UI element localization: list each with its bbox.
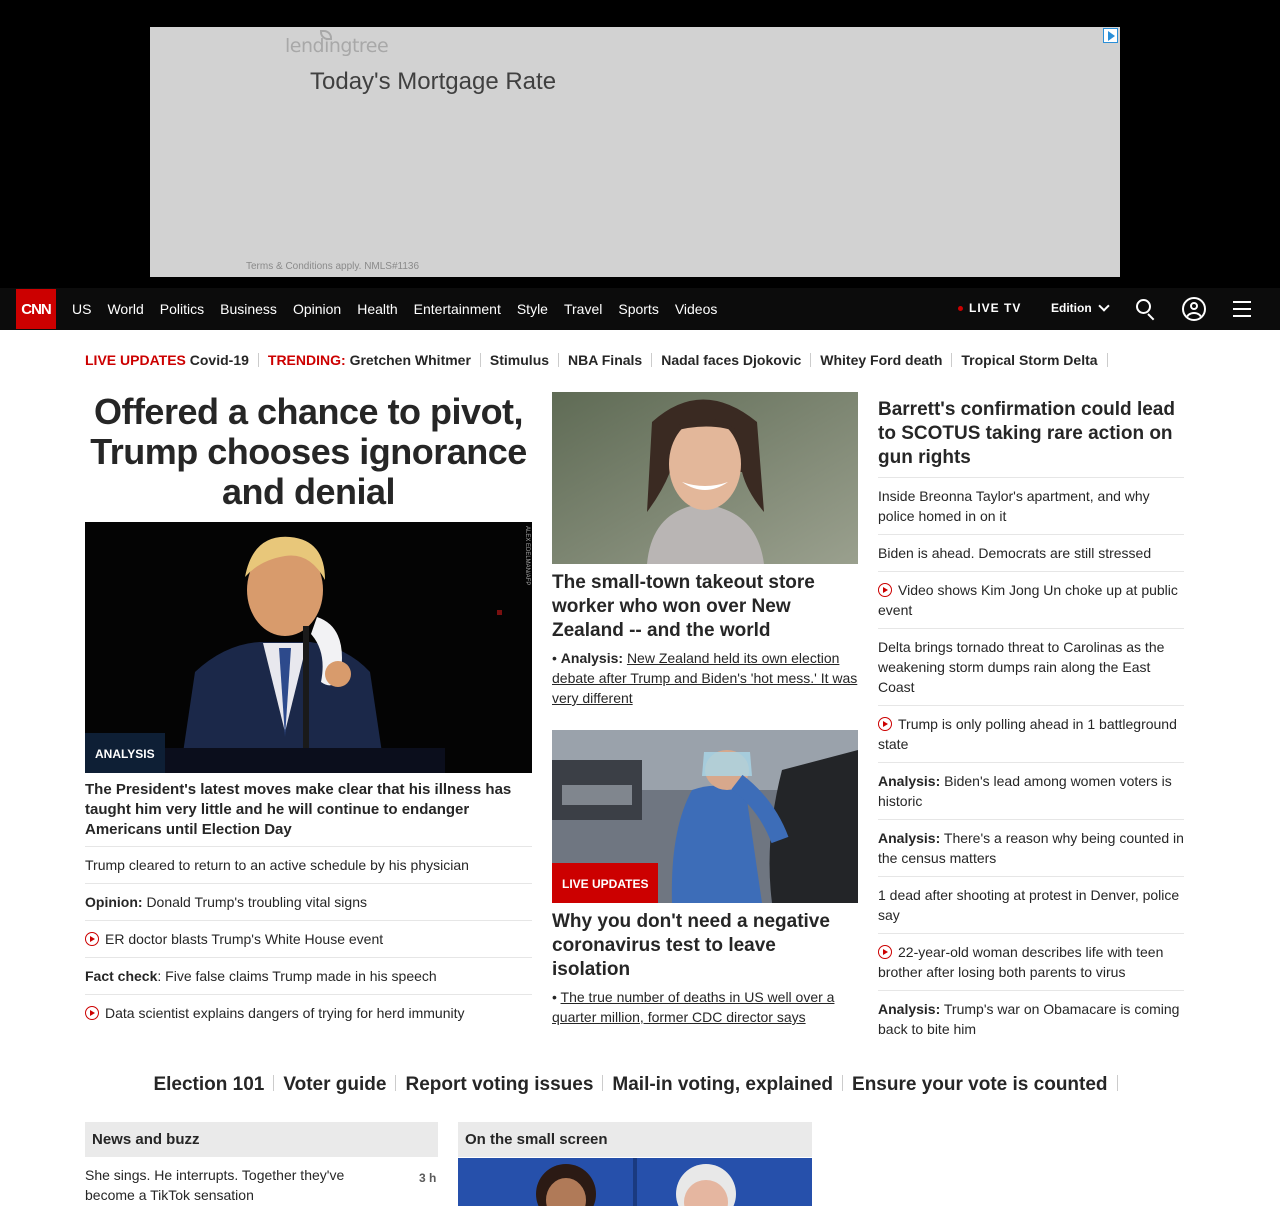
play-video-icon bbox=[878, 717, 892, 731]
right-headline[interactable]: Barrett's confirmation could lead to SCOTUS taking rare action on gun rights bbox=[878, 399, 1175, 468]
nav-links bbox=[72, 288, 717, 330]
trend-item[interactable]: NBA Finals bbox=[568, 352, 643, 368]
play-video-icon bbox=[878, 583, 892, 597]
nav-link-us[interactable]: US bbox=[72, 301, 92, 317]
edition-dropdown[interactable] bbox=[1051, 301, 1108, 315]
chevron-down-icon bbox=[1098, 300, 1109, 311]
divider bbox=[480, 353, 481, 367]
trending-bar bbox=[85, 350, 1117, 370]
ardern-photo[interactable] bbox=[552, 392, 858, 564]
news-buzz-header: News and buzz bbox=[85, 1122, 438, 1157]
ad-terms: Terms & Conditions apply. NMLS#1136 bbox=[246, 261, 420, 272]
nav-link-sports[interactable]: Sports bbox=[618, 301, 659, 317]
divider bbox=[395, 1075, 396, 1091]
list-item[interactable]: Trump is only polling ahead in 1 battleground state bbox=[878, 705, 1184, 762]
card1-sub[interactable]: • Analysis: New Zealand held its own election debate after Trump and Biden's 'hot mess.' It was very different bbox=[552, 650, 858, 706]
user-account-icon[interactable] bbox=[1182, 297, 1206, 321]
timestamp: 3 h bbox=[419, 1171, 437, 1185]
cnn-logo[interactable]: CNN bbox=[16, 289, 56, 329]
debate-photo bbox=[458, 1158, 812, 1206]
mortgage-ad[interactable] bbox=[150, 27, 1120, 277]
list-item[interactable]: Analysis: Trump's war on Obamacare is coming back to bite him bbox=[878, 990, 1184, 1047]
nav-link-health[interactable]: Health bbox=[357, 301, 398, 317]
covid-testing-photo[interactable] bbox=[552, 730, 858, 903]
trend-item[interactable]: Tropical Storm Delta bbox=[961, 352, 1098, 368]
live-tv-button[interactable] bbox=[958, 301, 1021, 315]
list-item[interactable]: ER doctor blasts Trump's White House event bbox=[85, 920, 532, 957]
live-tv-label: LIVE TV bbox=[969, 301, 1022, 315]
nav-link-style[interactable]: Style bbox=[516, 301, 548, 317]
nav-link-entertainment[interactable]: Entertainment bbox=[413, 301, 501, 317]
ad-brand-logo: lendingtree bbox=[285, 35, 389, 57]
list-item[interactable]: 1 dead after shooting at protest in Denver, police say bbox=[878, 876, 1184, 933]
play-video-icon bbox=[878, 945, 892, 959]
lead-related-list bbox=[85, 846, 532, 1031]
list-item[interactable]: Inside Breonna Taylor's apartment, and why police homed in on it bbox=[878, 477, 1184, 534]
list-item[interactable]: Trump cleared to return to an active schedule by his physician bbox=[85, 846, 532, 883]
divider bbox=[558, 353, 559, 367]
list-item[interactable]: She sings. He interrupts. Together they've become a TikTok sensation bbox=[85, 1167, 345, 1203]
list-item[interactable]: Biden is ahead. Democrats are still stressed bbox=[878, 534, 1184, 571]
divider bbox=[951, 353, 952, 367]
portrait-photo bbox=[552, 392, 858, 564]
main-nav bbox=[0, 288, 1280, 330]
list-item[interactable]: 22-year-old woman describes life with teen brother after losing both parents to virus bbox=[878, 933, 1184, 990]
edition-label: Edition bbox=[1051, 301, 1092, 315]
nav-link-travel[interactable]: Travel bbox=[563, 301, 603, 317]
ad-zone bbox=[0, 0, 1280, 288]
trend-covid[interactable]: Covid-19 bbox=[189, 352, 249, 368]
list-item[interactable]: Opinion: Donald Trump's troubling vital signs bbox=[85, 883, 532, 920]
play-video-icon bbox=[85, 1006, 99, 1020]
small-screen-header: On the small screen bbox=[458, 1122, 812, 1157]
divider bbox=[273, 1075, 274, 1091]
trend-item[interactable]: Whitey Ford death bbox=[820, 352, 943, 368]
election-link[interactable]: Report voting issues bbox=[405, 1074, 594, 1095]
election-link[interactable]: Ensure your vote is counted bbox=[852, 1074, 1108, 1095]
card2-title[interactable]: Why you don't need a negative coronavirus test to leave isolation bbox=[552, 911, 830, 980]
ad-headline[interactable]: Today's Mortgage Rate bbox=[310, 68, 557, 95]
trend-item[interactable]: Stimulus bbox=[489, 352, 550, 368]
live-dot-icon bbox=[958, 306, 963, 311]
small-screen-photo[interactable] bbox=[458, 1158, 812, 1206]
election-bar bbox=[0, 1074, 1280, 1096]
live-updates-tag: LIVE UPDATES bbox=[552, 863, 658, 903]
play-video-icon bbox=[85, 932, 99, 946]
nav-link-business[interactable]: Business bbox=[220, 301, 277, 317]
analysis-tag: ANALYSIS bbox=[85, 733, 165, 773]
search-icon[interactable] bbox=[1136, 299, 1156, 319]
election-link[interactable]: Voter guide bbox=[283, 1074, 387, 1095]
divider bbox=[258, 353, 259, 367]
list-item[interactable]: Data scientist explains dangers of trying for herd immunity bbox=[85, 994, 532, 1031]
divider bbox=[810, 353, 811, 367]
list-item[interactable]: Video shows Kim Jong Un choke up at public event bbox=[878, 571, 1184, 628]
trend-item[interactable]: Nadal faces Djokovic bbox=[661, 352, 802, 368]
nav-link-world[interactable]: World bbox=[107, 301, 144, 317]
live-updates-label[interactable]: LIVE UPDATES bbox=[85, 352, 186, 368]
adchoices-icon[interactable] bbox=[1103, 28, 1118, 43]
nav-link-videos[interactable]: Videos bbox=[674, 301, 718, 317]
lead-photo[interactable] bbox=[85, 522, 532, 773]
divider bbox=[1107, 353, 1108, 367]
right-list bbox=[878, 477, 1184, 1047]
trending-label: TRENDING: bbox=[267, 352, 346, 368]
list-item[interactable]: Analysis: There's a reason why being counted in the census matters bbox=[878, 819, 1184, 876]
divider bbox=[842, 1075, 843, 1091]
card1-title[interactable]: The small-town takeout store worker who won over New Zealand -- and the world bbox=[552, 572, 815, 641]
nav-link-opinion[interactable]: Opinion bbox=[292, 301, 342, 317]
lead-caption[interactable]: The President's latest moves make clear that his illness has taught him very little and he will continue to endanger Americans until Election Day bbox=[85, 781, 512, 838]
election-link[interactable]: Election 101 bbox=[153, 1074, 265, 1095]
card2-sub[interactable]: • The true number of deaths in US well over a quarter million, former CDC director says bbox=[552, 989, 835, 1025]
hamburger-menu-icon[interactable] bbox=[1233, 301, 1251, 317]
list-item[interactable]: Fact check: Five false claims Trump made in his speech bbox=[85, 957, 532, 994]
divider bbox=[651, 353, 652, 367]
divider bbox=[1117, 1075, 1118, 1091]
election-link[interactable]: Mail-in voting, explained bbox=[612, 1074, 834, 1095]
nav-link-politics[interactable]: Politics bbox=[159, 301, 205, 317]
list-item[interactable]: Analysis: Biden's lead among women voters is historic bbox=[878, 762, 1184, 819]
lead-headline[interactable]: Offered a chance to pivot, Trump chooses ignorance and denial bbox=[90, 391, 527, 512]
list-item[interactable]: Delta brings tornado threat to Carolinas as the weakening storm dumps rain along the East Coast bbox=[878, 628, 1184, 705]
photo-credit: ALEX EDELMAN/AFP bbox=[524, 526, 530, 586]
divider bbox=[602, 1075, 603, 1091]
trend-item[interactable]: Gretchen Whitmer bbox=[349, 352, 471, 368]
